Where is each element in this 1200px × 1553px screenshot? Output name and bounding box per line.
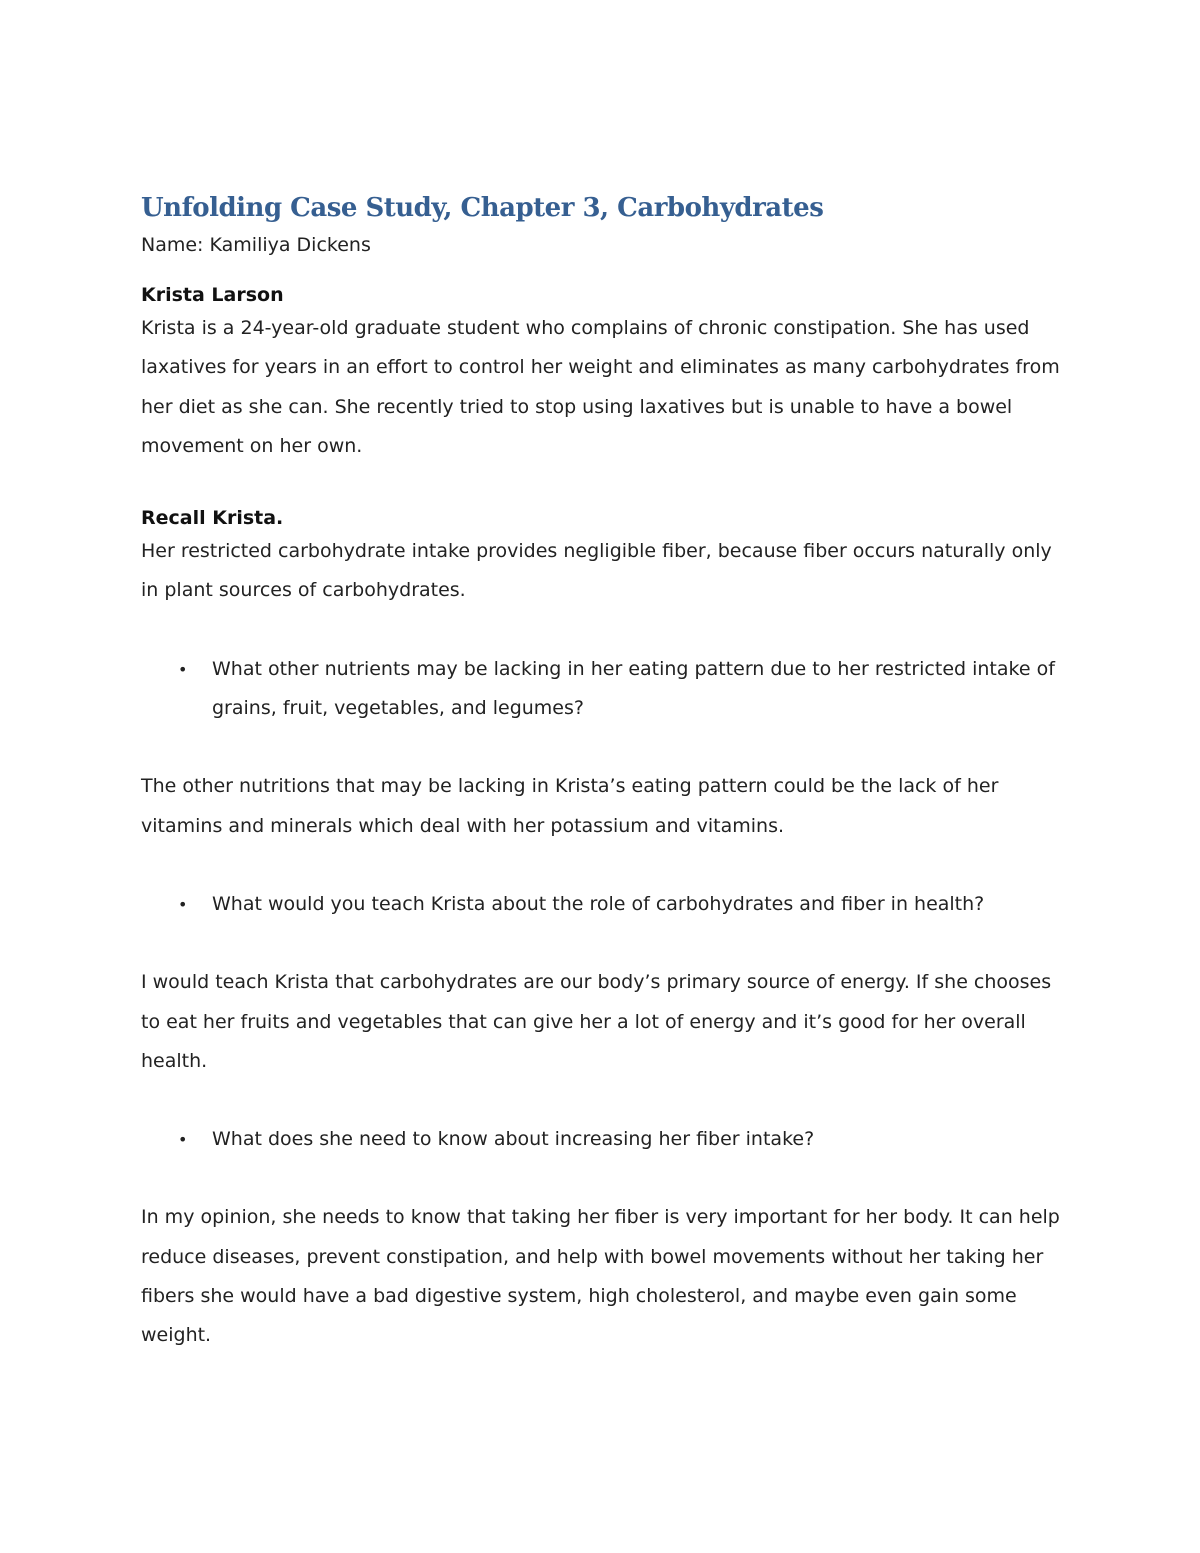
recall-heading: Recall Krista. [141,507,284,530]
question-1-text: What other nutrients may be lacking in her eating pattern due to her restricted intake of grains, fruit, vegetables, and legumes? [212,657,1055,720]
document-page [141,188,1061,1356]
bullet-icon: • [178,1130,188,1150]
answer-2: I would teach Krista that carbohydrates are our body’s primary source of energy. If she chooses to eat her fruits and vegetables that can give her a lot of energy and it’s good for her overall health. [141,971,1052,1072]
question-list-2 [141,885,1061,924]
name-label: Name: [141,234,204,256]
question-list-3 [141,1120,1061,1159]
answer-1: The other nutritions that may be lacking in Krista’s eating pattern could be the lack of her vitamins and minerals which deal with her potassium and vitamins. [141,775,999,837]
question-3-text: What does she need to know about increasing her fiber intake? [212,1128,815,1151]
question-2-text: What would you teach Krista about the role of carbohydrates and fiber in health? [212,892,985,915]
bullet-icon: • [178,659,188,679]
recall-text: Her restricted carbohydrate intake provides negligible fiber, because fiber occurs naturally only in plant sources of carbohydrates. [141,540,1052,602]
name-value: Kamiliya Dickens [209,234,371,256]
bullet-icon: • [178,894,188,914]
question-1 [141,650,1061,729]
question-3 [141,1120,1061,1159]
student-name-line [141,232,1061,258]
answer-3: In my opinion, she needs to know that taking her fiber is very important for her body. It can help reduce diseases, prevent constipation, and help with bowel movements without her taking her fibers she would have a bad digestive system, high cholesterol, and maybe even gain some weight. [141,1206,1060,1347]
document-title: Unfolding Case Study, Chapter 3, Carbohydrates [141,193,824,223]
case-heading: Krista Larson [141,284,284,306]
question-list-1 [141,650,1061,729]
case-description: Krista is a 24-year-old graduate student who complains of chronic constipation. She has used laxatives for years in an effort to control her weight and eliminates as many carbohydrates from her diet as she can. She recently tried to stop using laxatives but is unable to have a bowel movement on her own. [141,317,1060,457]
question-2 [141,885,1061,924]
